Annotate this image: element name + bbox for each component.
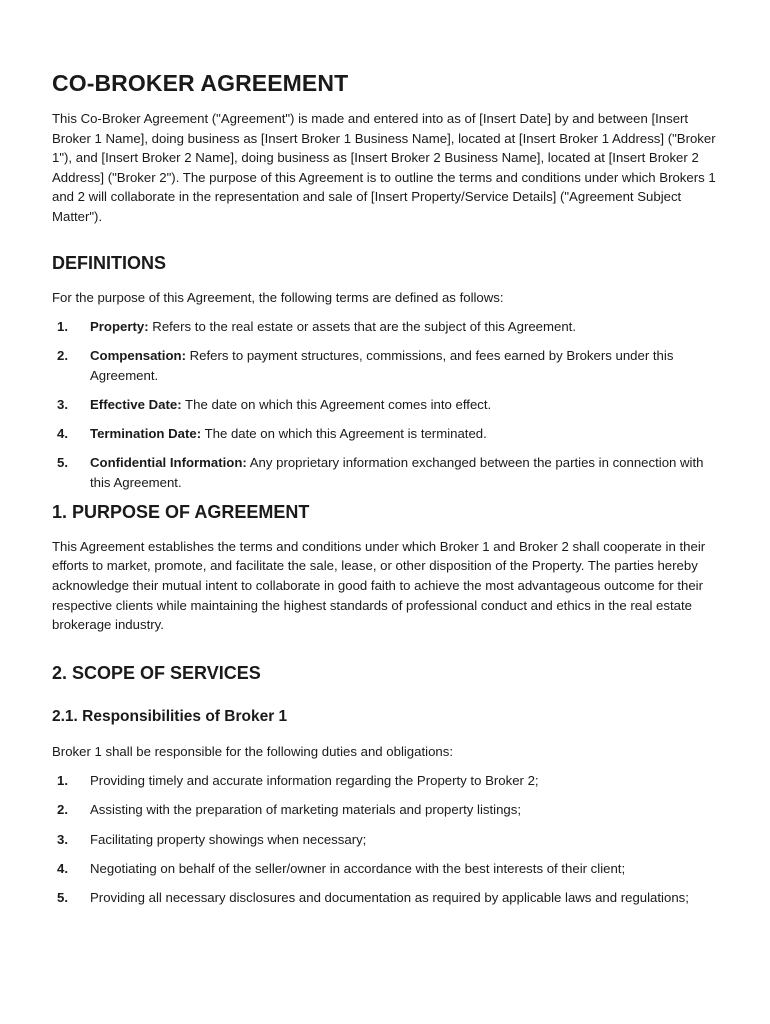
definition-text: Refers to the real estate or assets that are the subject of this Agreement. bbox=[148, 319, 576, 335]
definitions-list bbox=[52, 317, 720, 492]
definition-text: The date on which this Agreement is terminated. bbox=[201, 426, 487, 442]
list-item bbox=[52, 859, 720, 879]
list-item-text: Providing timely and accurate information regarding the Property to Broker 2; bbox=[90, 773, 539, 789]
list-number: 3. bbox=[57, 396, 68, 412]
list-number: 3. bbox=[57, 831, 68, 847]
list-item bbox=[52, 888, 720, 908]
purpose-heading: 1. PURPOSE OF AGREEMENT bbox=[52, 501, 310, 522]
list-number: 1. bbox=[57, 319, 68, 335]
definition-term: Confidential Information: bbox=[90, 455, 247, 471]
list-number: 2. bbox=[57, 348, 68, 364]
definition-term: Property: bbox=[90, 319, 149, 335]
definition-term: Effective Date: bbox=[90, 396, 182, 412]
definition-term: Compensation: bbox=[90, 348, 186, 364]
document-title: CO-BROKER AGREEMENT bbox=[52, 70, 349, 96]
broker1-responsibilities-lead: Broker 1 shall be responsible for the following duties and obligations: bbox=[52, 743, 453, 759]
definitions-lead: For the purpose of this Agreement, the following terms are defined as follows: bbox=[52, 289, 504, 305]
definition-item bbox=[52, 424, 720, 444]
definition-item bbox=[52, 317, 720, 337]
list-item bbox=[52, 830, 720, 850]
definition-item bbox=[52, 346, 720, 385]
definitions-heading: DEFINITIONS bbox=[52, 252, 167, 273]
list-number: 5. bbox=[57, 889, 68, 905]
definition-text: The date on which this Agreement comes into effect. bbox=[181, 396, 492, 412]
list-item bbox=[52, 800, 720, 820]
purpose-paragraph: This Agreement establishes the terms and conditions under which Broker 1 and Broker 2 shall cooperate in their efforts to market, promote, and facilitate the sale, lease, or other disposition of the Property. The parties hereby acknowledge their mutual intent to collaborate in good faith to achieve the most advantageous outcome for their respective clients while maintaining the highest standards of professional conduct and ethics in the real estate brokerage industry. bbox=[52, 538, 706, 633]
broker1-responsibilities-heading: 2.1. Responsibilities of Broker 1 bbox=[52, 707, 288, 725]
list-number: 5. bbox=[57, 455, 68, 471]
list-number: 2. bbox=[57, 802, 68, 818]
definition-item bbox=[52, 395, 720, 415]
definition-text: Any proprietary information exchanged between the parties in connection with this Agreement. bbox=[90, 455, 704, 490]
list-item-text: Negotiating on behalf of the seller/owner in accordance with the best interests of their client; bbox=[90, 860, 626, 876]
list-item-text: Providing all necessary disclosures and documentation as required by applicable laws and regulations; bbox=[90, 889, 689, 905]
list-number: 4. bbox=[57, 860, 68, 876]
list-item bbox=[52, 771, 720, 791]
list-number: 1. bbox=[57, 773, 68, 789]
list-item-text: Facilitating property showings when necessary; bbox=[90, 831, 367, 847]
intro-paragraph: This Co-Broker Agreement ("Agreement") is made and entered into as of [Insert Date] by and between [Insert Broker 1 Name], doing business as [Insert Broker 1 Business Name], located at [Insert Broker 1 Address] ("Broker 1"), and [Insert Broker 2 Name], doing business as [Insert Broker 2 Business Name], located at [Insert Broker 2 Address] ("Broker 2"). The purpose of this Agreement is to outline the terms and conditions under which Brokers 1 and 2 will collaborate in the representation and sale of [Insert Property/Service Details] ("Agreement Subject Matter"). bbox=[52, 111, 716, 224]
broker1-duties-list bbox=[52, 771, 720, 907]
definition-item bbox=[52, 453, 720, 492]
scope-heading: 2. SCOPE OF SERVICES bbox=[52, 662, 261, 683]
definition-text: Refers to payment structures, commissions, and fees earned by Brokers under this Agreement. bbox=[90, 348, 674, 383]
list-item-text: Assisting with the preparation of marketing materials and property listings; bbox=[90, 802, 521, 818]
list-number: 4. bbox=[57, 426, 68, 442]
definition-term: Termination Date: bbox=[90, 426, 202, 442]
